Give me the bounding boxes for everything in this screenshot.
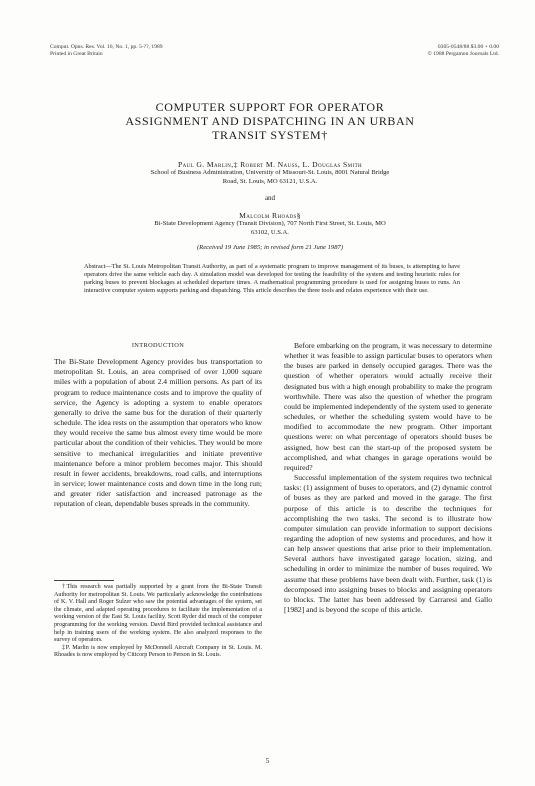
section-heading: INTRODUCTION xyxy=(131,342,185,349)
issn-price: 0305-0548/88 $3.00 + 0.00 xyxy=(437,44,499,50)
affiliation-1-line-2: Road, St. Louis, MO 63121, U.S.A. xyxy=(222,177,318,185)
footnote-dagger: †This research was partially supported by a grant from the Bi-State Transit Authority for metropolitan St. Louis. We particularly acknowledge the contributions of K. V. Hall and Roger Sulzer who saw the potential advantages of the system, set the climate, and adapted operating procedures to facilitate the implementation of a working version of the East St. Louis facility. Scott Ryder did much of the computer programming for the working version. David Bird provided technical assistance and help in training users of the working system. He also analyzed responses to the survey of operators. xyxy=(54,584,262,644)
abstract-text: The St. Louis Metropolitan Transit Authority, as part of a systematic program to improve management of its buses, is attempting to have operators drive the same vehicle each day. A simulation model was developed for testing the feasibility of the system and testing heuristic rules for parking buses to prevent blockages at scheduled departure times. A mathematical programming procedure is used for assigning buses to runs. An interactive computer system supports parking and dispatching. This article describes the three tools and relates experience with their use. xyxy=(84,263,460,294)
body-paragraph: Before embarking on the program, it was necessary to determine whether it was feasible to assign particular buses to operators when the buses are parked in densely occupied garages. There was the question of whether operators would actually receive their designated bus with a high enough probability to make the program worthwhile. There was also the question of whether the program could be implemented independently of the system used to generate schedules, or whether the scheduling system would have to be modified to accommodate the new program. Other important questions were: on what percentage of operators should buses be assigned, how best can the start-up of the proposed system be accomplished, and what changes in garage operations would be required? xyxy=(284,341,492,472)
printed-in: Printed in Great Britain xyxy=(50,51,103,57)
footnote-rule xyxy=(54,580,114,581)
right-column xyxy=(284,341,492,615)
title-line-3: TRANSIT SYSTEM† xyxy=(212,128,328,142)
received-dates: (Received 19 June 1985; in revised form 21 June 1987) xyxy=(196,244,344,251)
abstract xyxy=(84,263,460,295)
footnote-double-dagger: ‡P. Marlin is now employed by McDonnell Aircraft Company in St. Louis. M. Rhoades is now employed by Citicorp Person to Person in St. Louis. xyxy=(54,644,262,659)
affiliation-1-line-1: School of Business Administration, University of Missouri-St. Louis, 8001 Natural Bridge xyxy=(150,169,390,176)
body-paragraph: Successful implementation of the system requires two technical tasks: (1) assignment of buses to operators, and (2) dynamic control of buses as they are parked and moved in the garage. The first purpose of this article is to describe the techniques for accomplishing the two tasks. The second is to illustrate how computer simulation can provide information to support decisions regarding the adoption of new systems and procedures, and how it can help answer questions that arise prior to their implementation. Several authors have investigated garage location, sizing, and scheduling in order to minimize the number of buses required. We assume that these problems have been dealt with. Further, task (1) is decomposed into assigning buses to blocks and assigning operators to blocks. The latter has been addressed by Carraresi and Gallo [1982] and is beyond the scope of this article. xyxy=(284,473,492,615)
title-line-2: ASSIGNMENT AND DISPATCHING IN AN URBAN xyxy=(125,114,415,128)
copyright-block xyxy=(428,44,499,58)
affiliation-2-line-1: Bi-State Development Agency (Transit Division), 707 North First Street, St. Louis, MO xyxy=(154,220,386,228)
author-names-1: Paul G. Marlin,‡ Robert M. Nauss, L. Douglas Smith xyxy=(177,160,363,169)
abstract-label: Abstract— xyxy=(84,263,112,270)
page-number: 5 xyxy=(265,757,270,765)
footnotes xyxy=(54,584,262,660)
author-names-2: Malcolm Rhoads§ xyxy=(239,211,301,221)
author-block xyxy=(60,160,480,237)
journal-citation xyxy=(50,44,163,58)
title-line-1: COMPUTER SUPPORT FOR OPERATOR xyxy=(155,100,385,114)
and-separator: and xyxy=(264,194,276,203)
left-column xyxy=(54,341,262,510)
article-title xyxy=(70,100,470,142)
citation-line: Comput. Opns. Res. Vol. 16, No. 1, pp. 5-??, 1989 xyxy=(50,44,163,50)
copyright-line: © 1988 Pergamon Journals Ltd. xyxy=(427,51,499,57)
affiliation-2-line-2: 63102, U.S.A. xyxy=(251,228,289,236)
body-paragraph: The Bi-State Development Agency provides bus transportation to metropolitan St. Louis, an area comprised of over 1,000 square miles with a population of about 2.4 million persons. As part of its program to reduce maintenance costs and to improve the quality of service, the Agency is adopting a system to enable operators generally to drive the same bus for the duration of their quarterly schedule. The idea rests on the assumption that operators who know they would receive the same bus almost every time would be more particular about the condition of their vehicles. They would be more sensitive to mechanical irregularities and initiate preventive maintenance before a minor problem becomes major. This should result in fewer accidents, breakdowns, road calls, and interruptions in service; lower maintenance costs and down time in the long run; and greater rider satisfaction and increased patronage as the reputation of clean, dependable buses spreads in the community. xyxy=(54,357,262,509)
